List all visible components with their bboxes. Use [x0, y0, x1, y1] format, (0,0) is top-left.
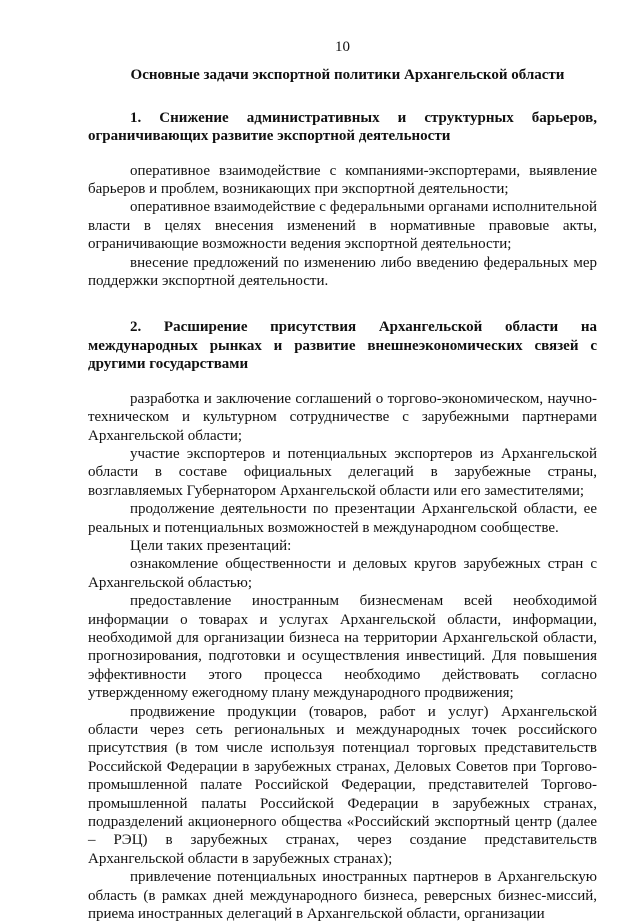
- section-1-paragraph: оперативное взаимодействие с компаниями-экспортерами, выявление барьеров и проблем, возникающих при экспортной деятельности;: [88, 162, 597, 198]
- section-2-paragraph: участие экспортеров и потенциальных экспортеров из Архангельской области в составе официальных делегаций в зарубежные страны, возглавляемых Губернатором Архангельской области или его заместителями;: [88, 445, 597, 499]
- section-2-paragraph: предоставление иностранным бизнесменам всей необходимой информации о товарах и услугах Архангельской области, информации, необходимой для организации бизнеса на территории Архангельской области, прогнозирования, подготовки и осуществления инвестиций. Для повышения эффективности этого процесса необходимо действовать согласно утвержденному ежегодному плану международного продвижения;: [88, 593, 597, 702]
- section-2-paragraph: разработка и заключение соглашений о торгово-экономическом, научно-техническом и культурном сотрудничестве с зарубежными партнерами Архангельской области;: [88, 390, 597, 444]
- section-1-paragraph: внесение предложений по изменению либо введению федеральных мер поддержки экспортной деятельности.: [88, 254, 597, 290]
- section-2-heading: 2. Расширение присутствия Архангельской области на международных рынках и развитие внешнеэкономических связей с другими государствами: [88, 319, 597, 373]
- page-number: 10: [335, 39, 350, 55]
- document-title: Основные задачи экспортной политики Архангельской области: [130, 67, 565, 84]
- section-2-paragraph: ознакомление общественности и деловых кругов зарубежных стран с Архангельской областью;: [88, 556, 597, 591]
- section-1-paragraph: оперативное взаимодействие с федеральными органами исполнительной власти в целях внесения изменений в нормативные правовые акты, ограничивающие возможности ведения экспортной деятельности;: [88, 199, 597, 253]
- section-2-paragraph: Цели таких презентаций:: [130, 537, 292, 554]
- section-2-paragraph: продолжение деятельности по презентации Архангельской области, ее реальных и потенциальных возможностей в международном сообществе.: [88, 501, 597, 536]
- section-2-paragraph: привлечение потенциальных иностранных партнеров в Архангельскую область (в рамках дней международного бизнеса, реверсных бизнес-миссий, приема иностранных делегаций в Архангельской области, организации: [88, 869, 597, 923]
- section-1-heading: 1. Снижение административных и структурных барьеров, ограничивающих развитие экспортной деятельности: [88, 109, 597, 145]
- section-2-paragraph: продвижение продукции (товаров, работ и услуг) Архангельской области через сеть региональных и международных точек российского присутствия (в том числе используя потенциал торговых представительств Российской Федерации в зарубежных странах, Деловых Советов при Торгово-промышленной палате Российской Федерации, представителей Торгово-промышленной палаты Российской Федерации в зарубежных странах, подразделений акционерного общества «Российский экспортный центр (далее – РЭЦ) в зарубежных странах, через создание представительств Архангельской области в зарубежных странах);: [88, 703, 597, 867]
